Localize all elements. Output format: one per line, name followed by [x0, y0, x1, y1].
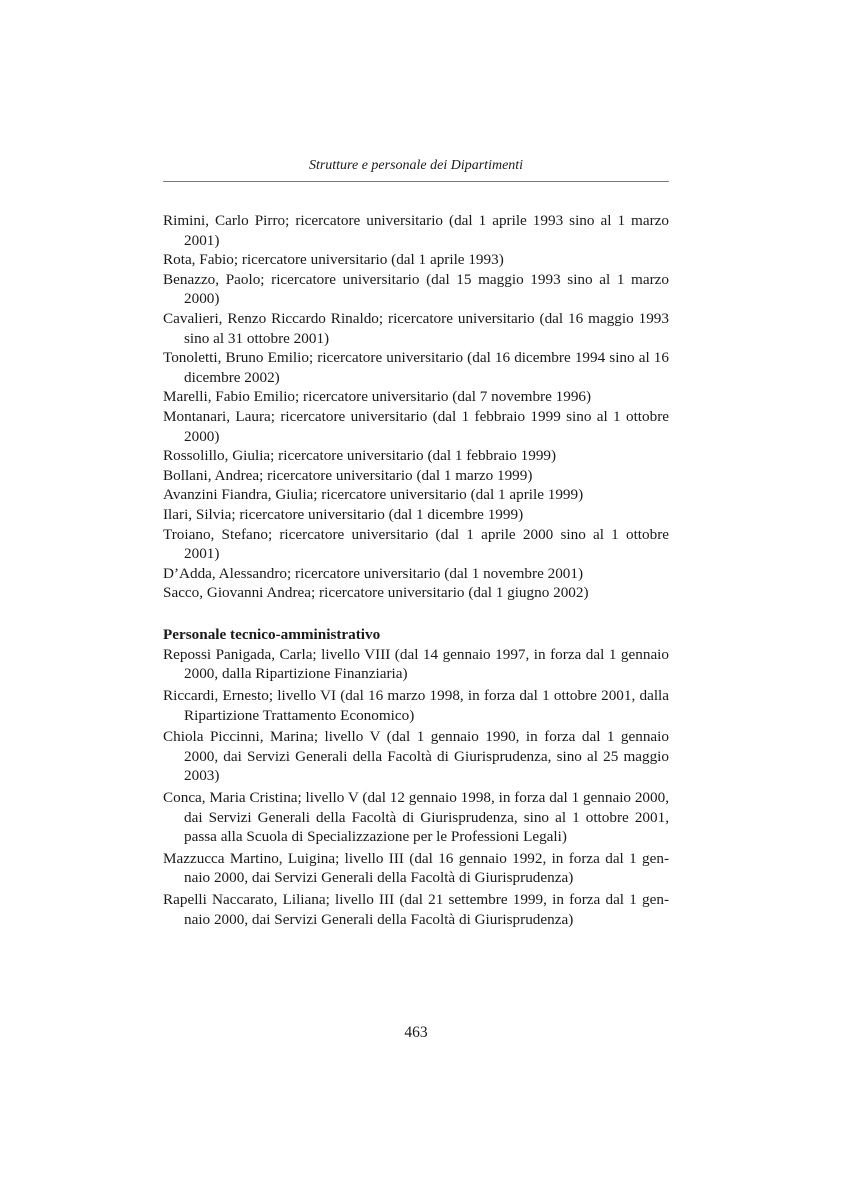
list-item: Rota, Fabio; ricercatore universitario (dal 1 aprile 1993) [163, 251, 504, 269]
researcher-list [163, 211, 669, 603]
list-item: Tonoletti, Bruno Emilio; ricercatore universitario (dal 16 dicembre 1994 sino al 16 dicembre 2002) [163, 349, 669, 386]
list-item: Marelli, Fabio Emilio; ricercatore universitario (dal 7 novembre 1996) [163, 388, 592, 406]
list-item: Cavalieri, Renzo Riccardo Rinaldo; ricercatore universitario (dal 16 maggio 1993 sino al 31 ottobre 2001) [163, 309, 669, 347]
page-number: 463 [404, 1024, 428, 1041]
list-item: Avanzini Fiandra, Giulia; ricercatore universitario (dal 1 aprile 1999) [163, 486, 584, 504]
list-item: Sacco, Giovanni Andrea; ricercatore universitario (dal 1 giugno 2002) [163, 584, 589, 602]
list-item: Ilari, Silvia; ricercatore universitario (dal 1 dicembre 1999) [163, 505, 524, 523]
list-item: Rapelli Naccarato, Liliana; livello III (dal 21 settembre 1999, in forza dal 1 gennaio 2000, dai Servizi Generali della Facoltà di Giurisprudenza) [163, 891, 669, 928]
staff-list [163, 645, 669, 929]
page-body [163, 211, 669, 931]
running-header: Strutture e personale dei Dipartimenti [308, 158, 524, 173]
list-item: Riccardi, Ernesto; livello VI (dal 16 marzo 1998, in forza dal 1 ottobre 2001, dalla Ripartizione Trattamento Economico) [163, 687, 669, 724]
section-heading: Personale tecnico-amministrativo [163, 625, 381, 643]
list-item: Repossi Panigada, Carla; livello VIII (dal 14 gennaio 1997, in forza dal 1 gennaio 2000, dalla Ripartizione Finanziaria) [163, 645, 669, 683]
header-rule [163, 181, 669, 182]
list-item: Mazzucca Martino, Luigina; livello III (dal 16 gennaio 1992, in forza dal 1 gennaio 2000, dai Servizi Generali della Facoltà di Giurisprudenza) [163, 849, 669, 887]
list-item: Rossolillo, Giulia; ricercatore universitario (dal 1 febbraio 1999) [163, 447, 557, 465]
list-item: Troiano, Stefano; ricercatore universitario (dal 1 aprile 2000 sino al 1 ottobre 2001) [163, 525, 669, 563]
list-item: Chiola Piccinni, Marina; livello V (dal 1 gennaio 1990, in forza dal 1 gennaio 2000, dai Servizi Generali della Facoltà di Giurisprudenza, sino al 25 maggio 2003) [163, 728, 669, 785]
list-item: Conca, Maria Cristina; livello V (dal 12 gennaio 1998, in forza dal 1 gennaio 2000, dai Servizi Generali della Facoltà di Giurisprudenza, sino al 1 ottobre 2001, passa alla Scuola di Specializzazione per le Professioni Legali) [163, 789, 669, 846]
list-item: Benazzo, Paolo; ricercatore universitario (dal 15 maggio 1993 sino al 1 marzo 2000) [163, 270, 669, 308]
list-item: Montanari, Laura; ricercatore universitario (dal 1 febbraio 1999 sino al 1 ottobre 2000) [163, 407, 669, 445]
list-item: D’Adda, Alessandro; ricercatore universitario (dal 1 novembre 2001) [163, 564, 584, 582]
list-item: Bollani, Andrea; ricercatore universitario (dal 1 marzo 1999) [163, 466, 533, 484]
list-item: Rimini, Carlo Pirro; ricercatore universitario (dal 1 aprile 1993 sino al 1 marzo 2001) [163, 212, 669, 249]
